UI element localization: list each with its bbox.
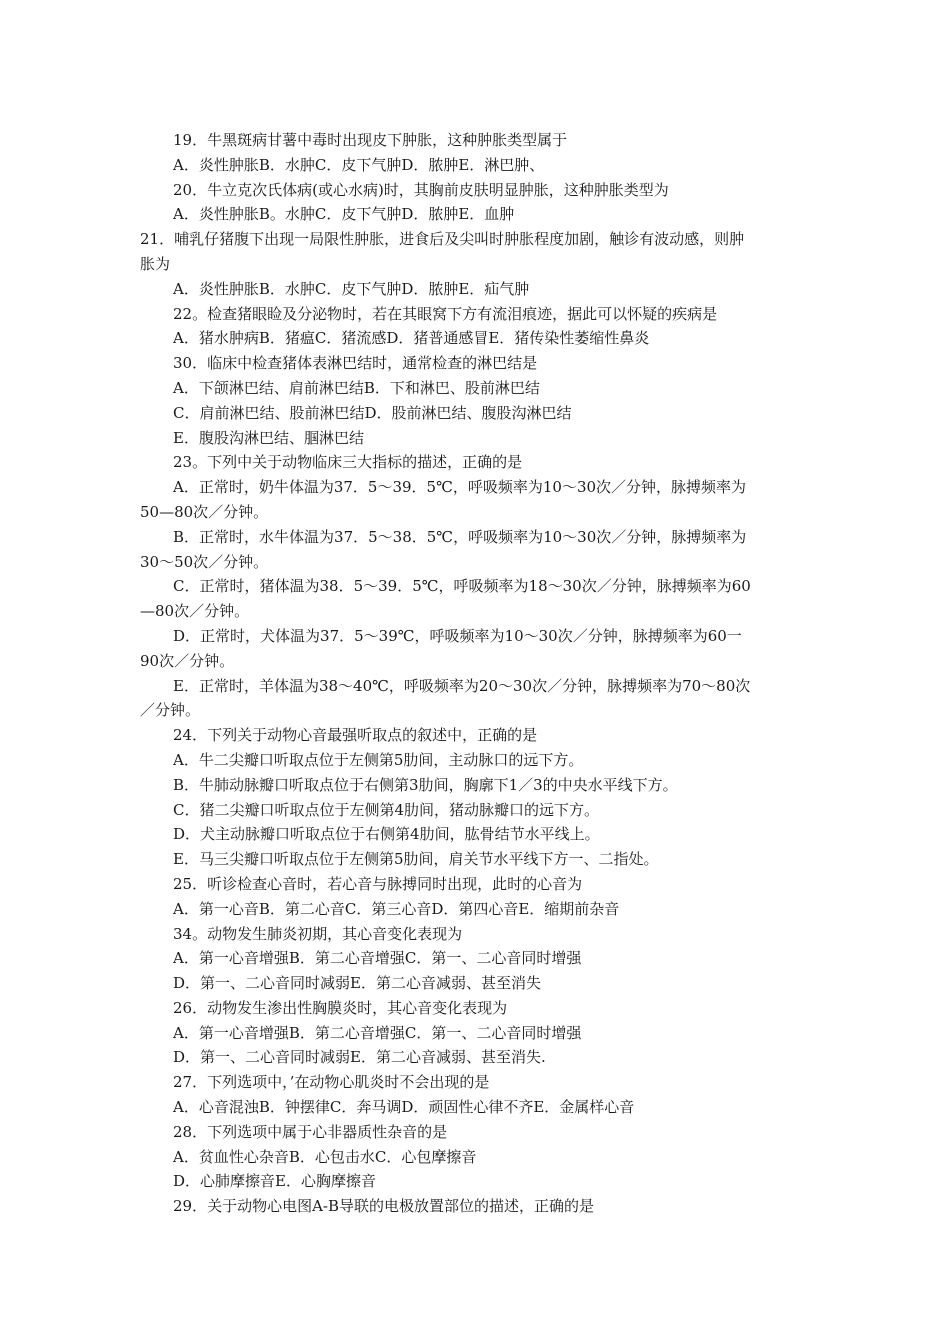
text-line: E．腹股沟淋巴结、腘淋巴结 [173,428,364,447]
text-line: E．马三尖瓣口听取点位于左侧第5肋间，肩关节水平线下方一、二指处。 [173,850,659,869]
text-line: A．炎性肿胀B。水肿C．皮下气肿D．脓肿E．血肿 [173,205,515,224]
text-line: A．第一心音增强B．第二心音增强C．第一、二心音同时增强 [173,1023,582,1042]
text-line: A．牛二尖瓣口听取点位于左侧第5肋间，主动脉口的远下方。 [173,750,584,769]
text-line: A．下颌淋巴结、肩前淋巴结B．下和淋巴、股前淋巴结 [173,378,540,397]
text-line: 20．牛立克次氏体病(或心水病)时，其胸前皮肤明显肿胀，这种肿胀类型为 [173,180,669,199]
text-line: A．贫血性心杂音B．心包击水C．心包摩擦音 [173,1147,477,1166]
text-line: A．正常时，奶牛体温为37．5～39．5℃，呼吸频率为10～30次／分钟，脉搏频率为 [173,478,747,497]
document-body [140,128,812,1219]
text-line: —80次／分钟。 [140,602,250,621]
text-line: E．正常时，羊体温为38～40℃，呼吸频率为20～30次／分钟，脉搏频率为70～80次 [173,676,751,695]
text-line: A．心音混浊B．钟摆律C．奔马调D．顽固性心律不齐E．金属样心音 [173,1098,635,1117]
text-line: A．第一心音B．第二心音C．第三心音D．第四心音E．缩期前杂音 [173,899,620,918]
text-line: A．炎性肿胀B．水肿C．皮下气肿D．脓肿E．淋巴肿、 [173,155,545,174]
text-line: 25．听诊检查心音时，若心音与脉搏同时出现，此时的心音为 [173,874,583,893]
text-line: B．正常时，水牛体温为37．5～38．5℃，呼吸频率为10～30次／分钟，脉搏频率为 [173,527,747,546]
text-line: 90次／分钟。 [140,651,235,670]
text-line: 21．哺乳仔猪腹下出现一局限性肿胀，进食后及尖叫时肿胀程度加剧，触诊有波动感，则肿 [140,230,745,249]
text-line: 30～50次／分钟。 [140,552,269,571]
text-line: D．正常时，犬体温为37．5～39℃，呼吸频率为10～30次／分钟，脉搏频率为60一 [173,626,742,645]
text-line: 27．下列选项中，’在动物心肌炎时不会出现的是 [173,1073,490,1092]
text-line: 34。动物发生肺炎初期，其心音变化表现为 [173,924,463,943]
text-line: 19．牛黑斑病甘薯中毒时出现皮下肿胀，这种肿胀类型属于 [173,131,568,149]
text-line: 23。下列中关于动物临床三大指标的描述，正确的是 [173,453,523,472]
text-line: C．猪二尖瓣口听取点位于左侧第4肋间，猪动脉瓣口的远下方。 [173,800,600,819]
text-line: A．猪水肿病B．猪瘟C．猪流感D．猪普通感冒E．猪传染性萎缩性鼻炎 [173,329,650,348]
text-line: 胀为 [140,254,171,273]
text-line: 29．关于动物心电图A-B导联的电极放置部位的描述，正确的是 [173,1197,595,1216]
text-line: 26．动物发生渗出性胸膜炎时，其心音变化表现为 [173,998,508,1017]
text-line: ／分钟。 [140,701,201,720]
text-line: D．第一、二心音同时减弱E．第二心音减弱、甚至消失 [173,974,541,993]
text-line: C．正常时，猪体温为38．5～39．5℃，呼吸频率为18～30次／分钟，脉搏频率为60 [173,577,751,596]
text-line: B．牛肺动脉瓣口听取点位于右侧第3肋间，胸廓下1／3的中央水平线下方。 [173,775,678,794]
text-line: A．第一心音增强B．第二心音增强C．第一、二心音同时增强 [173,949,582,968]
text-line: D．心肺摩擦音E．心胸摩擦音 [173,1172,376,1191]
text-line: C．肩前淋巴结、股前淋巴结D．股前淋巴结、腹股沟淋巴结 [173,403,572,422]
text-line: 22。检查猪眼睑及分泌物时，若在其眼窝下方有流泪痕迹，据此可以怀疑的疾病是 [173,304,718,323]
text-line: D．犬主动脉瓣口听取点位于右侧第4肋间，肱骨结节水平线上。 [173,825,600,844]
text-line: 24．下列关于动物心音最强听取点的叙述中，正确的是 [173,726,538,745]
text-line: 28．下列选项中属于心非器质性杂音的是 [173,1122,448,1141]
text-line: A．炎性肿胀B．水肿C．皮下气肿D．脓肿E．疝气肿 [173,279,530,298]
text-line: D．第一、二心音同时减弱E．第二心音减弱、甚至消失. [173,1048,546,1067]
text-line: 50—80次／分钟。 [140,502,269,521]
text-line: 30．临床中检查猪体表淋巴结时，通常检查的淋巴结是 [173,354,538,373]
